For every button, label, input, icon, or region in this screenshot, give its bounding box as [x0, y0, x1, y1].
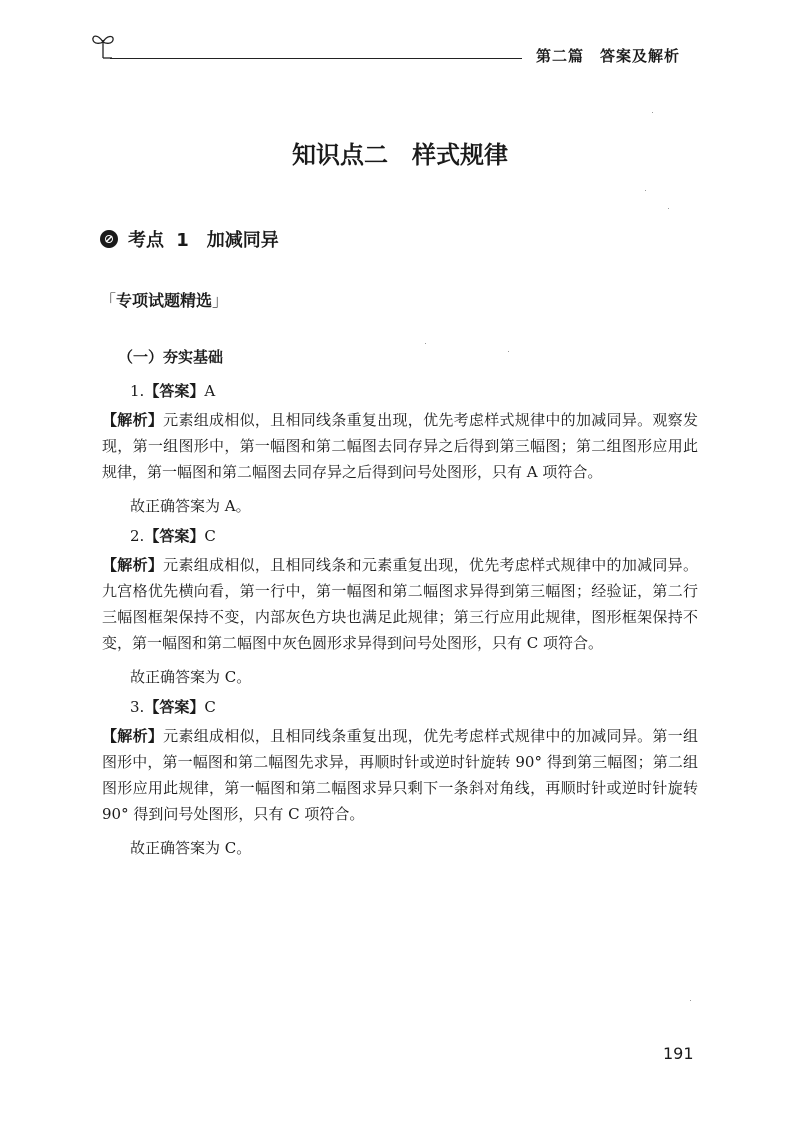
page-title: 知识点二 样式规律	[292, 141, 508, 169]
answer-line	[102, 694, 698, 720]
answer-number: 2.	[130, 527, 145, 545]
answer-letter: A	[204, 382, 216, 400]
subheading: （一）夯实基础	[118, 348, 224, 366]
analysis-text: 元素组成相似，且相同线条和元素重复出现，优先考虑样式规律中的加减同异。九宫格优先横向看，第一行中，第一幅图和第二幅图求异得到第三幅图；经验证，第二行三幅图框架保持不变，内部灰色方块也满足此规律；第三行应用此规律，图形框架保持不变，第一幅图和第二幅图中灰色圆形求异得到问号处图形，只有 C 项符合。	[102, 556, 698, 652]
analysis-paragraph	[102, 723, 698, 827]
running-header	[0, 0, 800, 80]
conclusion: 故正确答案为 C。	[130, 839, 252, 857]
answer-letter: C	[204, 698, 216, 716]
analysis-tag: 【解析】	[102, 727, 164, 745]
scan-speck	[690, 1000, 691, 1001]
section-tag	[100, 288, 228, 311]
sprout-icon	[90, 30, 116, 60]
scan-speck	[668, 208, 669, 209]
bracket-open: 「	[100, 291, 117, 310]
compass-badge-icon	[100, 230, 118, 248]
analysis-text: 元素组成相似，且相同线条重复出现，优先考虑样式规律中的加减同异。第一组图形中，第一幅图和第二幅图先求异，再顺时针或逆时针旋转 90° 得到第三幅图；第二组图形应用此规律，第一幅图和第二幅图求异只剩下一条斜对角线，再顺时针或逆时针旋转 90° 得到问号处图形，只有 C 项符合。	[102, 727, 698, 823]
answer-tag: 【答案】	[144, 698, 205, 716]
scan-speck	[645, 190, 646, 191]
bracket-close: 」	[212, 291, 229, 310]
scan-speck	[425, 343, 426, 344]
kaodian-label: 考点 1 加减同异	[128, 230, 279, 251]
analysis-tag: 【解析】	[102, 556, 164, 574]
answer-line	[102, 378, 698, 404]
kaodian-heading	[100, 226, 279, 252]
conclusion: 故正确答案为 A。	[130, 497, 251, 515]
scan-speck	[652, 112, 653, 113]
answer-number: 1.	[130, 382, 145, 400]
answer-number: 3.	[130, 698, 145, 716]
conclusion: 故正确答案为 C。	[130, 668, 252, 686]
analysis-paragraph	[102, 552, 698, 656]
section-tag-text: 专项试题精选	[116, 291, 213, 310]
analysis-tag: 【解析】	[102, 411, 164, 429]
answer-tag: 【答案】	[144, 382, 205, 400]
answer-letter: C	[204, 527, 216, 545]
section-label: 第二篇 答案及解析	[536, 47, 681, 65]
answer-content	[102, 374, 698, 861]
scan-speck	[508, 351, 509, 352]
answer-tag: 【答案】	[144, 527, 205, 545]
page-number: 191	[663, 1044, 694, 1063]
header-rule	[110, 58, 522, 59]
answer-line	[102, 523, 698, 549]
analysis-text: 元素组成相似，且相同线条重复出现，优先考虑样式规律中的加减同异。观察发现，第一组图形中，第一幅图和第二幅图去同存异之后得到第三幅图；第二组图形应用此规律，第一幅图和第二幅图去同存异之后得到问号处图形，只有 A 项符合。	[102, 411, 698, 481]
analysis-paragraph	[102, 407, 698, 485]
